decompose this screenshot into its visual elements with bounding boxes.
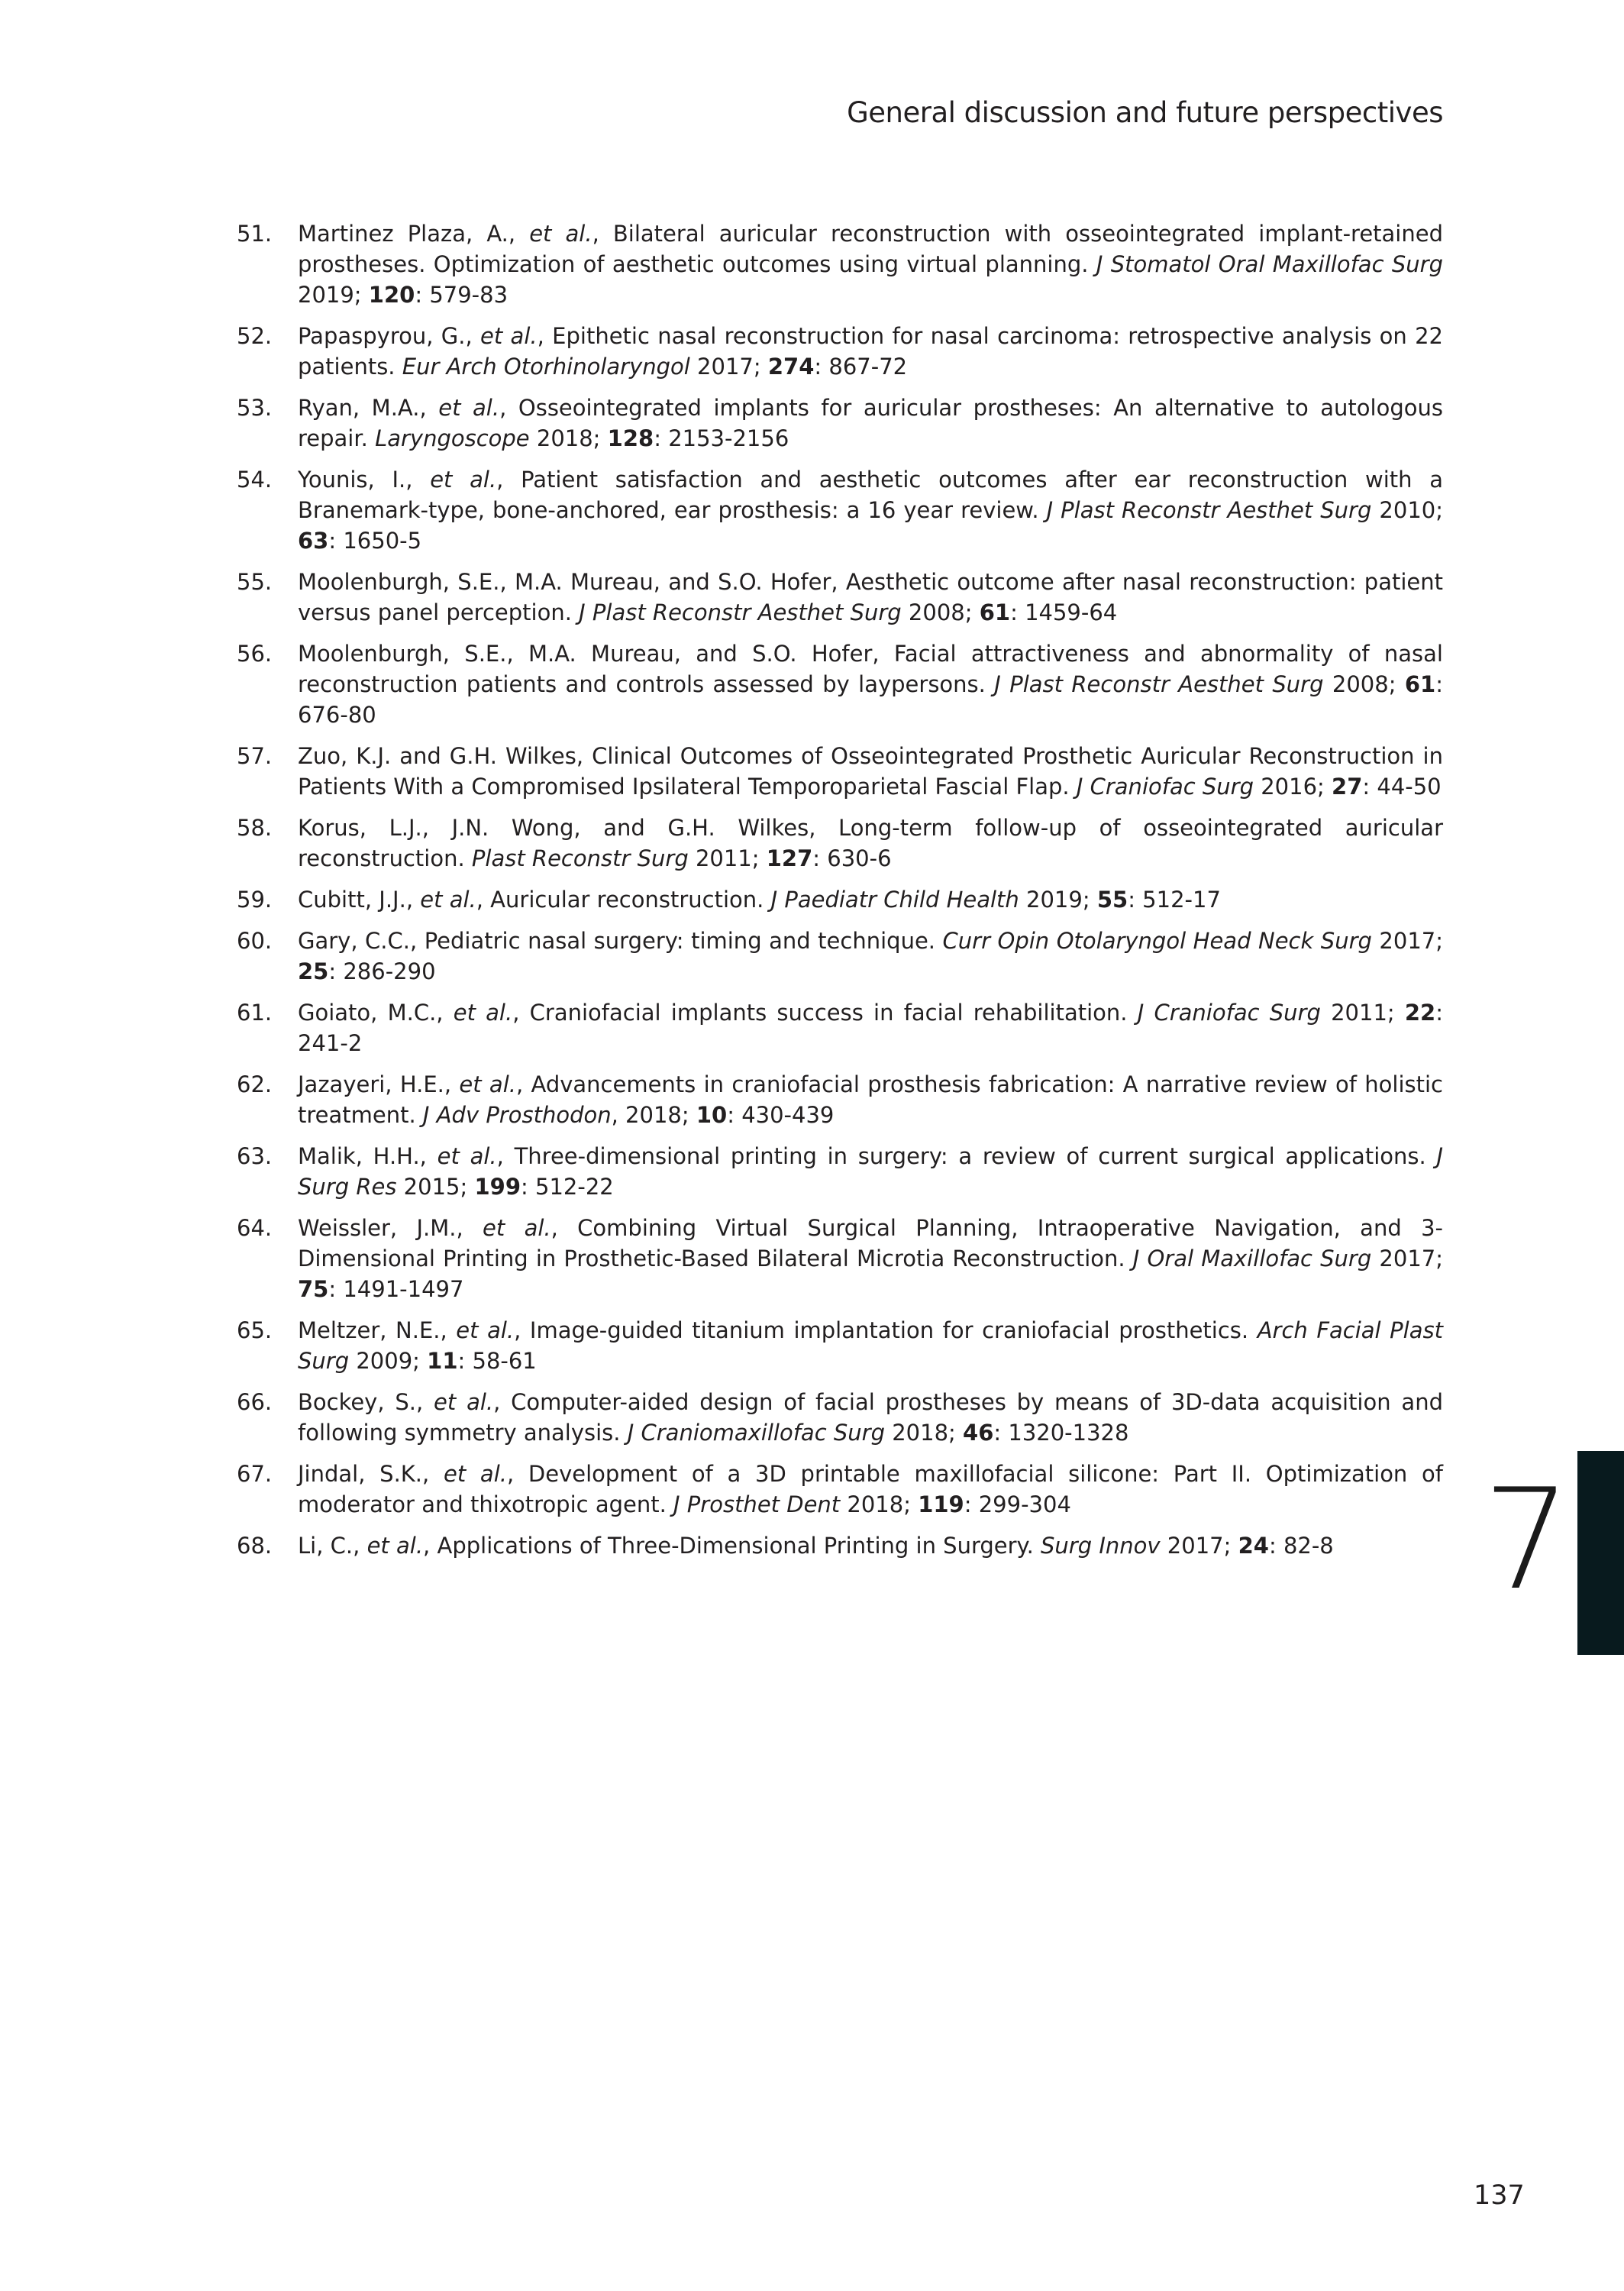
reference-text: Gary, C.C., Pediatric nasal surgery: timing and technique. Curr Opin Otolaryngol Head Neck Surg 2017; 25: 286-290 [298, 928, 1443, 984]
reference-item [237, 218, 1443, 310]
reference-item [237, 464, 1443, 556]
reference-item [237, 1530, 1443, 1561]
chapter-tab-bar [1577, 1451, 1624, 1655]
reference-item [237, 1315, 1443, 1376]
reference-number: 55. [237, 569, 273, 595]
reference-text: Moolenburgh, S.E., M.A. Mureau, and S.O. Hofer, Aesthetic outcome after nasal reconstruction: patient versus panel perception. J Plast Reconstr Aesthet Surg 2008; 61: 1459-64 [298, 569, 1443, 625]
reference-item [237, 1069, 1443, 1130]
reference-item [237, 997, 1443, 1058]
reference-text: Jazayeri, H.E., et al., Advancements in craniofacial prosthesis fabrication: A narrative review of holistic treatment. J Adv Prosthodon, 2018; 10: 430-439 [298, 1071, 1443, 1128]
reference-number: 57. [237, 743, 273, 769]
reference-text: Korus, L.J., J.N. Wong, and G.H. Wilkes, Long-term follow-up of osseointegrated auricular reconstruction. Plast Reconstr Surg 2011; 127: 630-6 [298, 815, 1443, 871]
reference-text: Malik, H.H., et al., Three-dimensional printing in surgery: a review of current surgical applications. J Surg Res 2015; 199: 512-22 [298, 1143, 1443, 1200]
reference-item [237, 1459, 1443, 1520]
reference-number: 65. [237, 1317, 273, 1343]
reference-item [237, 1213, 1443, 1304]
reference-number: 53. [237, 395, 273, 421]
reference-text: Goiato, M.C., et al., Craniofacial implants success in facial rehabilitation. J Craniofac Surg 2011; 22: 241-2 [298, 1000, 1444, 1056]
reference-item [237, 567, 1443, 628]
reference-text: Bockey, S., et al., Computer-aided design of facial prostheses by means of 3D-data acquisition and following symmetry analysis. J Craniomaxillofac Surg 2018; 46: 1320-1328 [298, 1389, 1443, 1446]
reference-text: Zuo, K.J. and G.H. Wilkes, Clinical Outcomes of Osseointegrated Prosthetic Auricular Reconstruction in Patients With a Compromised Ipsilateral Temporoparietal Fascial Flap. J Craniofac Surg 2016; 27: 44-50 [298, 743, 1443, 800]
reference-text: Ryan, M.A., et al., Osseointegrated implants for auricular prostheses: An alternative to autologous repair. Laryngoscope 2018; 128: 2153-2156 [298, 395, 1443, 451]
reference-number: 58. [237, 815, 273, 841]
reference-item [237, 393, 1443, 454]
reference-item [237, 884, 1443, 915]
running-head-title: General discussion and future perspectives [847, 96, 1443, 129]
chapter-number: 7 [1483, 1459, 1571, 1621]
reference-text: Weissler, J.M., et al., Combining Virtual Surgical Planning, Intraoperative Navigation, and 3-Dimensional Printing in Prosthetic-Based Bilateral Microtia Reconstruction. J Oral Maxillofac Surg 2017; 75: 1491-1497 [298, 1215, 1443, 1302]
reference-text: Cubitt, J.J., et al., Auricular reconstruction. J Paediatr Child Health 2019; 55: 512-17 [298, 887, 1221, 913]
reference-number: 66. [237, 1389, 273, 1415]
page-number: 137 [1474, 2180, 1525, 2211]
reference-item [237, 321, 1443, 382]
reference-number: 59. [237, 887, 273, 913]
reference-number: 52. [237, 323, 273, 349]
reference-number: 67. [237, 1461, 273, 1487]
reference-number: 63. [237, 1143, 273, 1169]
reference-text: Martinez Plaza, A., et al., Bilateral auricular reconstruction with osseointegrated implant-retained prostheses. Optimization of aesthetic outcomes using virtual planning. J Stomatol Oral Maxillofac Surg 2019; 120: 579-83 [298, 221, 1443, 308]
reference-number: 56. [237, 641, 273, 667]
reference-item [237, 1387, 1443, 1448]
reference-item [237, 741, 1443, 802]
references-list [237, 218, 1443, 1572]
reference-item [237, 1141, 1443, 1202]
reference-text: Moolenburgh, S.E., M.A. Mureau, and S.O. Hofer, Facial attractiveness and abnormality of nasal reconstruction patients and controls assessed by laypersons. J Plast Reconstr Aesthet Surg 2008; 61: 676-80 [298, 641, 1444, 728]
reference-item [237, 638, 1443, 730]
reference-number: 61. [237, 1000, 273, 1026]
reference-number: 54. [237, 467, 273, 493]
reference-number: 64. [237, 1215, 273, 1241]
reference-text: Li, C., et al., Applications of Three-Dimensional Printing in Surgery. Surg Innov 2017; 24: 82-8 [298, 1533, 1334, 1559]
reference-number: 68. [237, 1533, 273, 1559]
reference-text: Jindal, S.K., et al., Development of a 3D printable maxillofacial silicone: Part II. Optimization of moderator and thixotropic agent. J Prosthet Dent 2018; 119: 299-304 [298, 1461, 1443, 1517]
reference-text: Papaspyrou, G., et al., Epithetic nasal reconstruction for nasal carcinoma: retrospective analysis on 22 patients. Eur Arch Otorhinolaryngol 2017; 274: 867-72 [298, 323, 1443, 380]
reference-text: Meltzer, N.E., et al., Image-guided titanium implantation for craniofacial prosthetics. Arch Facial Plast Surg 2009; 11: 58-61 [298, 1317, 1443, 1374]
reference-text: Younis, I., et al., Patient satisfaction and aesthetic outcomes after ear reconstruction with a Branemark-type, bone-anchored, ear prosthesis: a 16 year review. J Plast Reconstr Aesthet Surg 2010; 63: 1650-5 [298, 467, 1443, 554]
reference-item [237, 926, 1443, 987]
reference-number: 51. [237, 221, 273, 247]
reference-number: 60. [237, 928, 273, 954]
reference-number: 62. [237, 1071, 273, 1097]
reference-item [237, 813, 1443, 874]
